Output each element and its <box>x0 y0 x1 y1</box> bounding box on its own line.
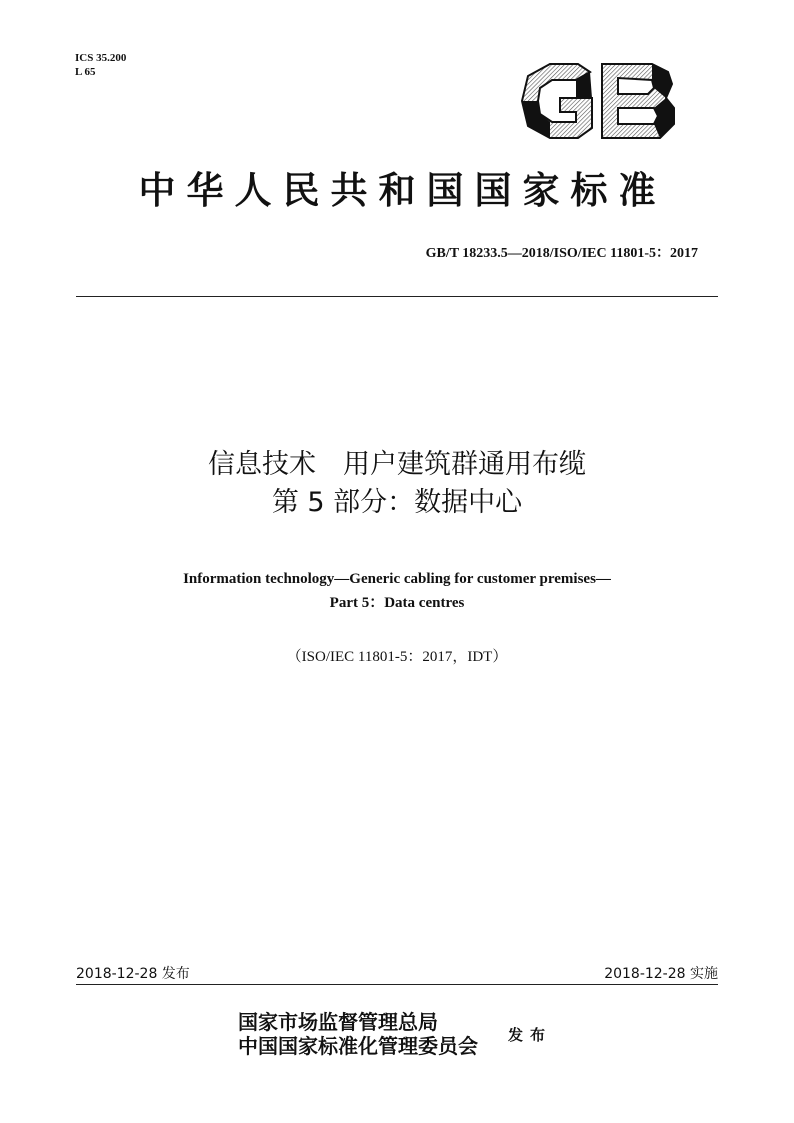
authority-2: 中国国家标准化管理委员会 <box>238 1034 478 1058</box>
publish-label: 发布 <box>508 1026 553 1044</box>
english-title-line-1: Information technology—Generic cabling for customer premises— <box>183 571 611 587</box>
english-title-line-2: Part 5：Data centres <box>329 595 465 611</box>
implementation-date: 2018-12-28 实施 <box>604 966 718 982</box>
authority-1: 国家市场监督管理总局 <box>238 1010 438 1034</box>
national-standard-title: 中华人民共和国国家标准 <box>138 168 667 212</box>
chinese-title-line-1: 信息技术 用户建筑群通用布缆 <box>208 449 586 480</box>
chinese-title-line-2: 第 5 部分：数据中心 <box>271 487 523 518</box>
standard-number: GB/T 18233.5—2018/ISO/IEC 11801-5：2017 <box>425 246 698 261</box>
english-title <box>0 567 794 615</box>
issuing-authorities <box>238 1010 478 1058</box>
issue-date: 2018-12-28 发布 <box>76 966 190 982</box>
iso-reference: （ISO/IEC 11801-5：2017，IDT） <box>286 649 508 665</box>
ccs-code: L 65 <box>75 66 96 78</box>
bottom-divider <box>76 984 718 985</box>
gb-logo <box>520 62 676 140</box>
top-divider <box>76 296 718 297</box>
chinese-title <box>0 446 794 522</box>
classification-codes <box>75 51 126 79</box>
ics-code: ICS 35.200 <box>75 52 127 64</box>
